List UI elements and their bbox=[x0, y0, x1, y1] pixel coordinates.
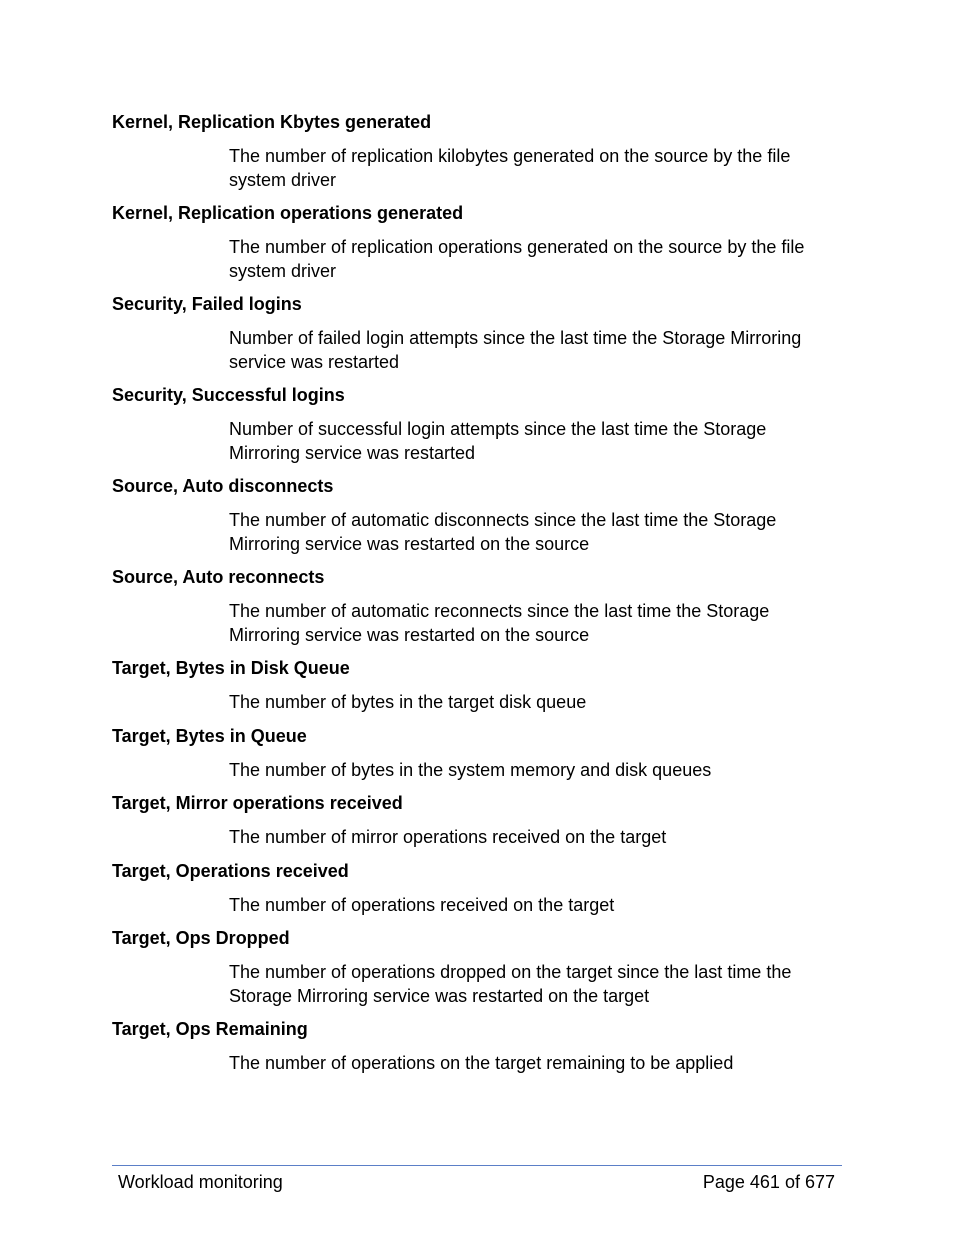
definition-description: Number of failed login attempts since the last time the Storage Mirroring service was restarted bbox=[229, 328, 802, 372]
definition-entry bbox=[112, 792, 842, 850]
definition-entry bbox=[112, 927, 842, 1008]
footer-section-title: Workload monitoring bbox=[118, 1172, 283, 1192]
definition-description: The number of operations received on the target bbox=[229, 894, 615, 915]
definition-description: The number of replication kilobytes generated on the source by the file system driver bbox=[229, 146, 791, 190]
definition-description: The number of mirror operations received on the target bbox=[229, 827, 667, 847]
definition-description: The number of replication operations generated on the source by the file system driver bbox=[229, 237, 805, 281]
definition-description: The number of operations on the target remaining to be applied bbox=[229, 1053, 734, 1073]
definition-term: Source, Auto disconnects bbox=[112, 476, 334, 496]
definition-term: Target, Operations received bbox=[112, 860, 349, 881]
definition-entry bbox=[112, 657, 842, 715]
definition-description: Number of successful login attempts since the last time the Storage Mirroring service was restarted bbox=[229, 419, 767, 463]
definition-term: Target, Bytes in Disk Queue bbox=[112, 658, 350, 678]
definition-description: The number of bytes in the target disk queue bbox=[229, 692, 587, 712]
definition-term: Security, Failed logins bbox=[112, 294, 302, 314]
footer-page-number: Page 461 of 677 bbox=[702, 1172, 835, 1192]
definition-entry bbox=[112, 384, 842, 465]
definition-description: The number of operations dropped on the target since the last time the Storage Mirroring service was restarted on the target bbox=[229, 962, 792, 1006]
definition-term: Target, Mirror operations received bbox=[112, 793, 403, 813]
definition-term: Target, Bytes in Queue bbox=[112, 725, 307, 746]
definition-entry bbox=[112, 475, 842, 556]
footer-divider bbox=[112, 1165, 842, 1166]
definition-entry bbox=[112, 202, 842, 283]
definition-term: Source, Auto reconnects bbox=[112, 567, 325, 587]
definition-entry bbox=[112, 1018, 842, 1076]
definition-description: The number of automatic reconnects since the last time the Storage Mirroring service was restarted on the source bbox=[229, 601, 770, 645]
definition-term: Target, Ops Remaining bbox=[112, 1019, 308, 1039]
definition-list bbox=[112, 111, 842, 1086]
definition-description: The number of automatic disconnects since the last time the Storage Mirroring service was restarted on the source bbox=[229, 510, 777, 554]
definition-entry bbox=[112, 725, 842, 783]
definition-term: Kernel, Replication operations generated bbox=[112, 203, 464, 223]
definition-description: The number of bytes in the system memory and disk queues bbox=[229, 759, 712, 780]
definition-term: Target, Ops Dropped bbox=[112, 928, 290, 948]
definition-term: Kernel, Replication Kbytes generated bbox=[112, 112, 432, 132]
definition-entry bbox=[112, 293, 842, 374]
definition-entry bbox=[112, 111, 842, 192]
definition-entry bbox=[112, 860, 842, 918]
definition-entry bbox=[112, 566, 842, 647]
definition-term: Security, Successful logins bbox=[112, 385, 345, 405]
